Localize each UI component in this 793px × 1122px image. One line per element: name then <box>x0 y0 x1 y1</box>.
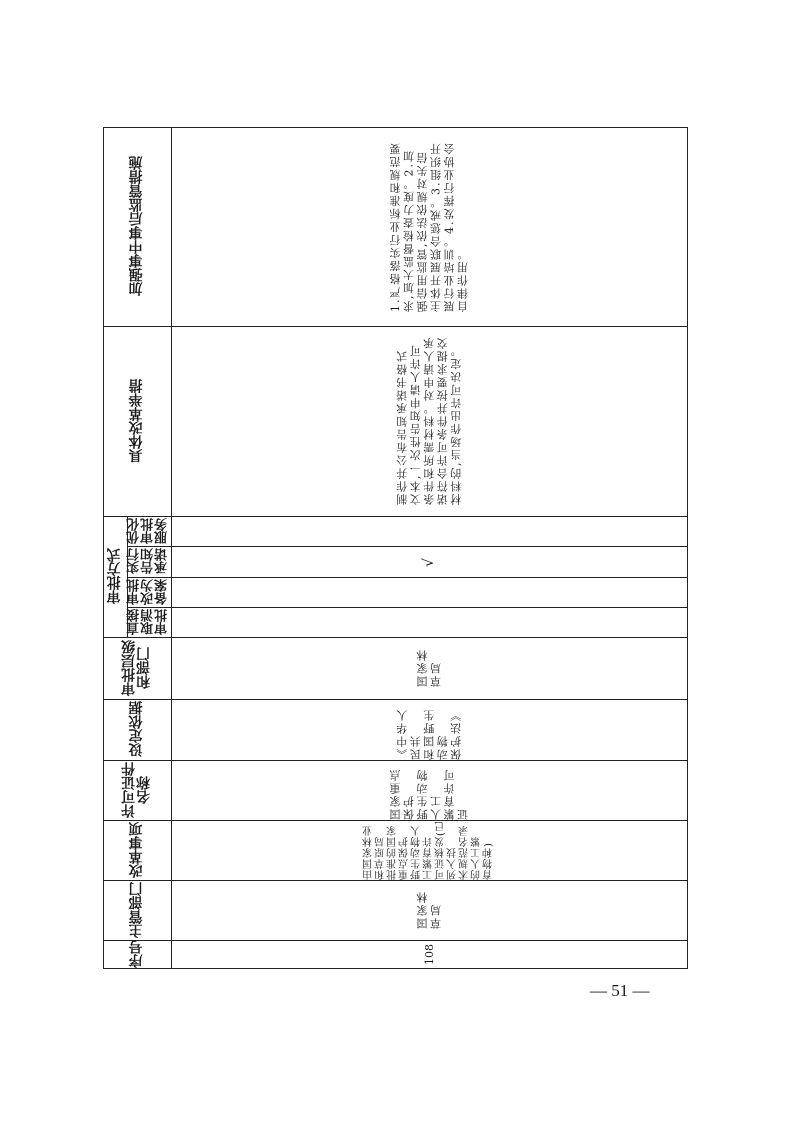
header-mode-commit: 实行 告知 承诺 <box>127 548 170 575</box>
cell-supervision: 1.严格落实行业标准和规范要 求,加大监督检查力度。2.加 强信用监管,依法依规对失信 主体开展联合惩戒。3.组织开 展行业培训。4.发挥行业协会 自律作用。 <box>389 141 470 312</box>
header-measures: 具体改革举措 <box>128 379 145 463</box>
header-level: 审批层级 和部门 <box>121 640 152 696</box>
cell-item: 由国家林业和草原局 批准的国家重点保护 野生动物人工繁育许 可证核发(已列入技 术规范名录的人工繁 育物种) <box>363 820 495 880</box>
cell-license-name: 国家重点保护 野生动物人工 繁育许可证 <box>389 768 470 820</box>
header-supervision: 加强事中事后监管措施 <box>128 156 145 297</box>
cell-seq: 108 <box>422 944 436 965</box>
header-mode-cancel: 直接 取消 审批 <box>127 609 170 635</box>
header-mode-filing: 审批 改为 备案 <box>127 579 170 605</box>
header-mode-optimize: 优化 审批 服务 <box>127 518 170 544</box>
cell-mode-commit-mark: √ <box>420 556 437 567</box>
cell-basis: 《中华人民共 和国野生动物 保护法》 <box>395 708 463 760</box>
header-department: 主管部门 <box>128 882 145 938</box>
cell-measures: 制作并公布告知承诺书格式 文本,一次性告知申请人许可 条件和所需材料。对申请人承 诺符合许可条件并按要求提交 材料的,当场作出许可决定。 <box>395 336 463 506</box>
header-seq: 序号 <box>128 940 145 969</box>
row-divider <box>127 607 688 608</box>
row-divider <box>103 516 688 517</box>
cell-level: 国家林 草局 <box>416 648 443 688</box>
header-item: 改革事项 <box>128 822 145 878</box>
row-divider <box>127 577 688 578</box>
header-approval-mode: 审批方式 <box>106 548 123 605</box>
cell-department: 国家林 草局 <box>416 890 443 930</box>
header-basis: 设定依据 <box>128 701 145 758</box>
header-license-name: 许可证件 名称 <box>121 762 152 818</box>
page-number: — 51 — <box>590 981 650 1000</box>
